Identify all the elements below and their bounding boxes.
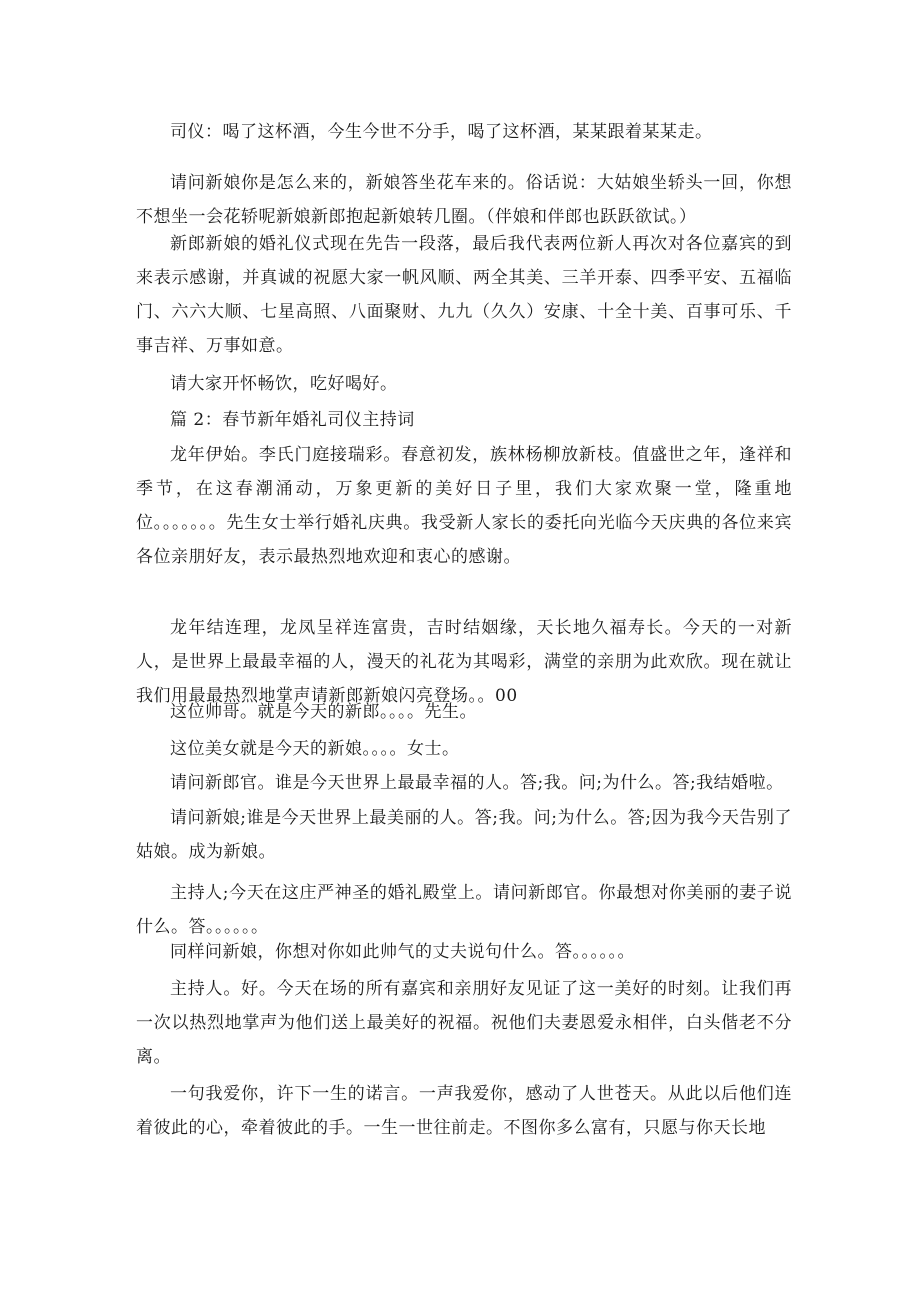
paragraph-newlyweds-entrance: 龙年结连理，龙凤呈祥连富贵，吉时结姻缘，天长地久福寿长。今天的一对新人，是世界上最最幸福的人，漫天的礼花为其喝彩，满堂的亲朋为此欢欣。现在就让我们用最最热烈地掌声请新郎新娘闪亮登场。。00	[136, 618, 792, 706]
paragraph-sedan-question: 请问新娘你是怎么来的，新娘答坐花车来的。俗话说：大姑娘坐轿头一回，你想不想坐一会花轿呢新娘新郎抱起新娘转几圈。（伴娘和伴郎也跃跃欲试。）	[136, 173, 792, 227]
paragraph-host-to-groom: 主持人;今天在这庄严神圣的婚礼殿堂上。请问新郎官。你最想对你美丽的妻子说什么。答。。。。。。	[136, 883, 792, 937]
paragraph-bride-intro: 这位美女就是今天的新娘。。。。女士。	[170, 739, 460, 759]
paragraph-bride-question: 请问新娘;谁是今天世界上最美丽的人。答;我。问;为什么。答;因为我今天告别了姑娘。成为新娘。	[136, 808, 792, 862]
paragraph-host-to-bride: 同样问新娘，你想对你如此帅气的丈夫说句什么。答。。。。。。	[170, 942, 635, 962]
section-heading: 篇 2：春节新年婚礼司仪主持词	[170, 410, 415, 430]
paragraph-groom-question: 请问新郎官。谁是今天世界上最最幸福的人。答;我。问;为什么。答;我结婚啦。	[170, 773, 784, 793]
paragraph-toast: 司仪：喝了这杯酒，今生今世不分手，喝了这杯酒，某某跟着某某走。	[170, 122, 713, 142]
paragraph-thanks-blessings: 新郎新娘的婚礼仪式现在先告一段落，最后我代表两位新人再次对各位嘉宾的到来表示感谢，并真诚的祝愿大家一帆风顺、两全其美、三羊开泰、四季平安、五福临门、六六大顺、七星高照、八面聚财、九九（久久）安康、十全十美、百事可乐、千事吉祥、万事如意。	[136, 234, 792, 356]
paragraph-dragon-year-opening: 龙年伊始。李氏门庭接瑞彩。春意初发，族林杨柳放新枝。值盛世之年，逢祥和季节，在这春潮涌动，万象更新的美好日子里，我们大家欢聚一堂，隆重地位。。。。。。。先生女士举行婚礼庆典。我受新人家长的委托向光临今天庆典的各位来宾各位亲朋好友，表示最热烈地欢迎和衷心的感谢。	[136, 445, 792, 567]
paragraph-i-love-you: 一句我爱你，许下一生的诺言。一声我爱你，感动了人世苍天。从此以后他们连着彼此的心，牵着彼此的手。一生一世往前走。不图你多么富有，只愿与你天长地	[136, 1084, 792, 1138]
paragraph-host-blessing: 主持人。好。今天在场的所有嘉宾和亲朋好友见证了这一美好的时刻。让我们再一次以热烈地掌声为他们送上最美好的祝福。祝他们夫妻恩爱永相伴，白头偕老不分离。	[136, 979, 792, 1067]
paragraph-groom-intro: 这位帅哥。就是今天的新郎。。。。先生。	[170, 702, 477, 722]
paragraph-enjoy-meal: 请大家开怀畅饮，吃好喝好。	[170, 374, 398, 394]
